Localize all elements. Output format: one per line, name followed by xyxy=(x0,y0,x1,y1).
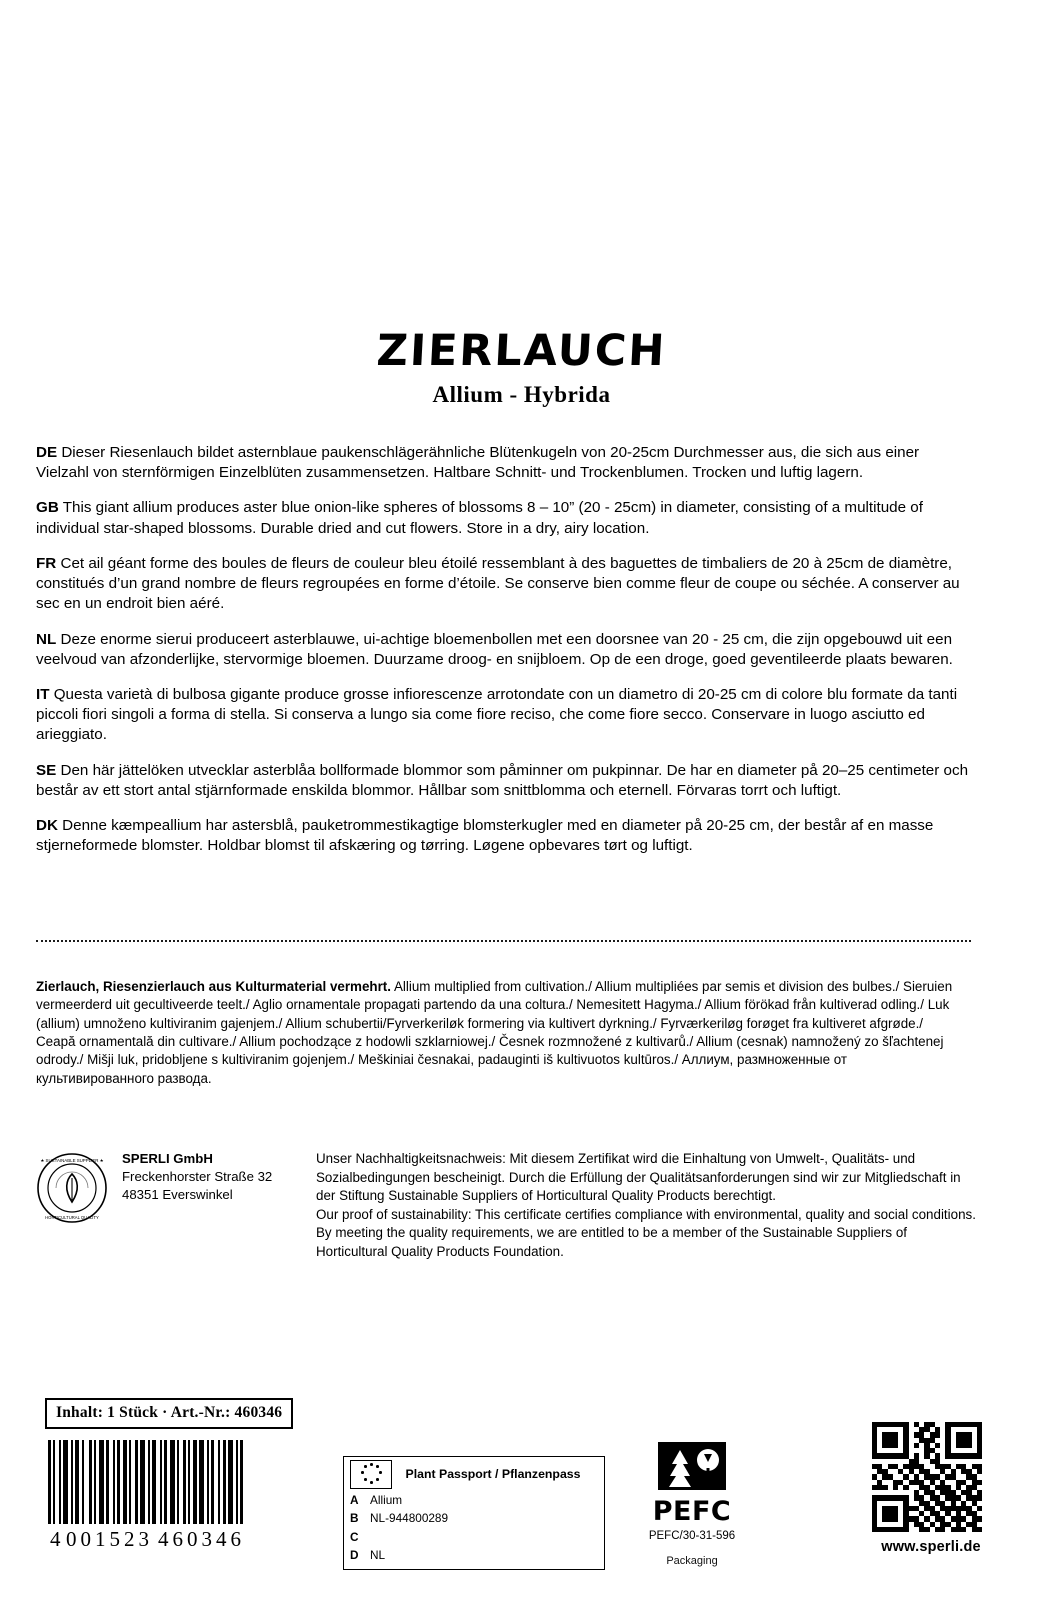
company-city: 48351 Everswinkel xyxy=(122,1187,233,1203)
language-code: DE xyxy=(36,444,58,461)
pefc-tree-icon xyxy=(654,1436,730,1496)
passport-value: NL xyxy=(370,1547,386,1562)
language-code: GB xyxy=(36,499,59,517)
description-text: Den här jättelöken utvecklar asterblåa bollformade blommor som påminner om pukpinnar. De har en diameter på 20–25 centimeter och består av ett stort antal stjärnformade enskilda blommor. Hållbar som snittblomma och eternell. Förvaras torrt och luftigt. xyxy=(36,761,969,799)
pefc-caption: Packaging xyxy=(666,1555,718,1567)
description-text: This giant allium produces aster blue onion-like spheres of blossoms 8 – 10” (20 - 25cm) in diameter, consisting of a multitude of individual star-shaped blossoms. Durable dried and cut flowers. Store in a dry, airy location. xyxy=(36,499,923,537)
dotted-divider xyxy=(36,940,971,942)
passport-value: Allium xyxy=(370,1493,403,1507)
bottom-bar xyxy=(0,1398,1043,1600)
botanical-name: Allium - Hybrida xyxy=(432,382,611,407)
title-block xyxy=(0,326,1043,408)
pefc-certification xyxy=(632,1436,752,1567)
barcode-digit-lead: 4 xyxy=(50,1527,63,1551)
plant-passport-rows xyxy=(344,1491,604,1564)
language-code: SE xyxy=(36,761,57,779)
description-text: Dieser Riesenlauch bildet asternblaue paukenschlägerähnliche Blütenkugeln von 20-25cm Durchmesser aus, die sich aus einer Vielzahl von sternförmigen Einzelblüten zusammensetzen. Haltbare Schnitt- und Trockenblumen. Trocken und luftig lagern. xyxy=(36,444,920,482)
passport-key: C xyxy=(350,1529,359,1544)
description-text: Denne kæmpeallium har astersblå, pauketrommestikagtige blomsterkugler med en diameter på 20-25 cm, der består af en masse stjerneformede blomster. Holdbar blomst til afskæring og tørring. Løgene opbevares tørt og luftigt. xyxy=(36,817,934,855)
barcode-digits xyxy=(48,1527,308,1552)
passport-key: B xyxy=(350,1511,359,1526)
website-url[interactable]: www.sperli.de xyxy=(881,1539,981,1555)
plant-passport-row xyxy=(350,1546,598,1564)
plant-passport-row xyxy=(350,1491,598,1509)
plant-passport-title: Plant Passport / Pflanzenpass xyxy=(405,1467,581,1481)
sustainable-supplier-seal-icon xyxy=(36,1152,108,1224)
language-code: FR xyxy=(36,554,57,572)
plant-passport-header xyxy=(344,1457,604,1491)
passport-value: NL-944800289 xyxy=(370,1511,449,1526)
plant-passport-row xyxy=(350,1528,598,1546)
barcode-digit-group-2: 460346 xyxy=(158,1527,245,1551)
plant-passport xyxy=(343,1456,605,1570)
content-article-box: Inhalt: 1 Stück · Art.-Nr.: 460346 xyxy=(45,1398,293,1429)
company-info xyxy=(122,1150,292,1205)
description-paragraph xyxy=(36,443,971,483)
pefc-code: PEFC/30-31-596 xyxy=(648,1530,736,1542)
company-street: Freckenhorster Straße 32 xyxy=(122,1169,273,1185)
propagation-translations: Allium multiplied from cultivation./ Allium multipliées par semis et division des bulbes./ Sieruien vermeerderd uit gecultiveerde teelt./ Aglio ornamentale propagati partendo da una coltura./ Nemesitett Hagyma./ Allium förökad från kultiverad odling./ Luk (allium) umnoženo kultiviranim gajenjem./ Allium schubertii/Fyrverkeriløk formering via kultivert dyrkning./ Fyrværkeriløg forøget fra kultiveret afgrøde./ Ceapă ornamentală din cultivare./ Allium pochodzące z hodowli szklarniowej./ Česnek rozmnožené z kultivarů./ Allium (cesnak) namnožený zo šľachtenej odrody./ Mišji luk, pridobljene s kultiviranim gojenjem./ Meškiniai česnakai, padauginti iš kultivuotos kultūros./ Аллиум, размноженные от культивированного развода. xyxy=(36,979,953,1086)
qr-code[interactable] xyxy=(872,1422,982,1532)
page-title: ZIERLAUCH xyxy=(375,326,668,376)
sustainability-text-en: Our proof of sustainability: This certificate certifies compliance with environmental, quality and social conditions. By meeting the quality requirements, we are entitled to be a member of the Sustainable Suppliers of Horticultural Quality Products Foundation. xyxy=(316,1206,976,1259)
language-code: IT xyxy=(36,685,50,703)
sustainability-text-de: Unser Nachhaltigkeitsnachweis: Mit diesem Zertifikat wird die Einhaltung von Umwelt-, Qualitäts- und Sozialbedingungen bescheinigt. Durch die Erfüllung der Qualitätsanforderungen sind wir zur Mitgliedschaft in der Stiftung Sustainable Suppliers of Horticultural Quality Products berechtigt. xyxy=(316,1151,961,1203)
pefc-wordmark: PEFC xyxy=(652,1496,732,1527)
description-list xyxy=(36,443,971,872)
description-text: Cet ail géant forme des boules de fleurs de couleur bleu étoilé ressemblant à des baguettes de timbaliers de 20 à 25cm de diamètre, constitués d’un grand nombre de fleurs regroupées en forme d’étoile. Se conserve bien comme fleur de coupe ou séchée. A conserver au sec en un endroit bien aéré. xyxy=(36,554,960,613)
propagation-lead: Zierlauch, Riesenzierlauch aus Kulturmaterial vermehrt. xyxy=(36,979,391,994)
sustainability-text xyxy=(316,1150,976,1261)
description-paragraph xyxy=(36,554,971,615)
passport-key: D xyxy=(350,1547,359,1562)
description-paragraph xyxy=(36,630,971,670)
description-text: Questa varietà di bulbosa gigante produce grosse infiorescenze arrotondate con un diametro di 20-25 cm di colore blu formate da tanti piccoli fiori singoli a forma di stella. Si conserva a lungo sia come fiore reciso, che come fiore secco. Conservare in luogo asciutto ed arieggiato. xyxy=(36,685,958,744)
language-code: DK xyxy=(36,817,58,835)
barcode-bars xyxy=(48,1440,308,1524)
description-paragraph xyxy=(36,761,971,801)
plant-passport-row xyxy=(350,1509,598,1527)
eu-flag-icon xyxy=(350,1460,392,1489)
company-band xyxy=(36,1150,976,1261)
svg-text:★ SUSTAINABLE SUPPLIER ★: ★ SUSTAINABLE SUPPLIER ★ xyxy=(40,1158,104,1163)
svg-text:HORTICULTURAL QUALITY: HORTICULTURAL QUALITY xyxy=(45,1215,99,1220)
language-code: NL xyxy=(36,630,57,648)
qr-area xyxy=(872,1422,990,1555)
description-paragraph xyxy=(36,498,971,538)
description-paragraph xyxy=(36,816,971,856)
barcode-digit-group-1: 001523 xyxy=(66,1527,153,1551)
company-name: SPERLI GmbH xyxy=(122,1151,213,1166)
description-paragraph xyxy=(36,685,971,746)
propagation-note xyxy=(36,978,966,1088)
passport-key: A xyxy=(350,1493,359,1507)
description-text: Deze enorme sierui produceert asterblauwe, ui-achtige bloemenbollen met een doorsnee van 20 - 25 cm, die zijn opgebouwd uit een veelvoud van afzonderlijke, stervormige bloemen. Duurzame droog- en snijbloem. Op de een droge, goed geventileerde plaats bewaren. xyxy=(36,630,953,668)
barcode xyxy=(48,1440,308,1550)
